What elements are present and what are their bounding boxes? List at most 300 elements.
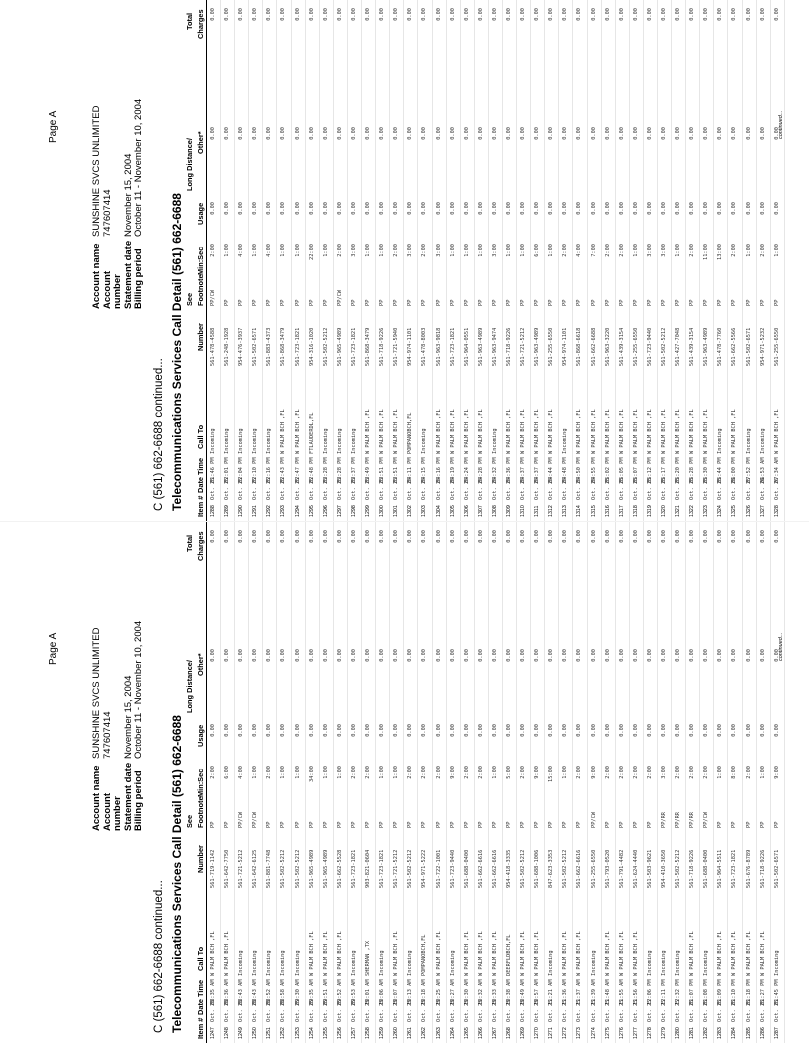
- total-charge: 0.00: [210, 8, 216, 21]
- table-row: [221, 522, 235, 1043]
- total-charge: 0.00: [646, 8, 653, 21]
- duration: 4:00: [576, 244, 583, 257]
- call-time: 05:17 PM: [661, 457, 667, 483]
- call-to: DEERFLDBCH,FL: [505, 934, 512, 976]
- col-date: Date: [196, 476, 205, 493]
- table-row: [743, 522, 757, 1043]
- long-distance-charge: 0.00: [646, 649, 653, 662]
- table-row: [348, 0, 362, 521]
- table-row: [545, 522, 559, 1043]
- call-to: W PALM BCH ,FL: [491, 931, 498, 976]
- table-row: [207, 522, 221, 1043]
- long-distance-charge: 0.00: [449, 127, 456, 140]
- total-charge: 0.00: [280, 8, 287, 21]
- account-info: [92, 621, 145, 831]
- long-distance-charge: 0.00: [435, 127, 442, 140]
- item-number: 1300: [379, 505, 386, 517]
- table-row: [672, 0, 686, 521]
- call-to: W PALM BCH ,FL: [689, 409, 696, 454]
- duration: 2:00: [336, 244, 343, 257]
- call-time: 03:37 PM: [350, 457, 357, 483]
- usage-charge: 0.00: [280, 724, 287, 737]
- usage-charge: 0.00: [548, 202, 555, 215]
- total-charge: 0.00: [661, 8, 667, 21]
- duration: 6:00: [224, 766, 231, 779]
- call-date: Oct. 25: [350, 477, 357, 500]
- usage-charge: 0.00: [421, 202, 428, 215]
- call-date: Oct. 25: [745, 999, 752, 1022]
- total-charge: 0.00: [336, 8, 343, 21]
- footnote-code: PP: [238, 299, 245, 306]
- long-distance-charge: 0.00: [548, 127, 555, 140]
- call-date: Oct. 25: [675, 477, 682, 500]
- call-to: Incoming: [266, 950, 273, 976]
- duration: 1:00: [252, 244, 259, 257]
- footnote-code: PP: [224, 821, 231, 828]
- call-time: 02:47 PM: [294, 457, 301, 483]
- item-number: 1311: [534, 505, 541, 517]
- table-row: [602, 522, 616, 1043]
- table-row: [447, 0, 461, 521]
- duration: 1:00: [675, 244, 682, 257]
- item-number: 1308: [491, 505, 498, 517]
- duration: 1:00: [491, 766, 498, 779]
- footnote-code: PP: [717, 821, 724, 828]
- phone-number: 561-662-6616: [477, 849, 484, 888]
- total-charge: 0.00: [745, 530, 752, 543]
- call-date: Oct. 25: [548, 999, 555, 1022]
- duration: 2:00: [407, 766, 414, 779]
- call-time: 10:01 AM: [365, 979, 372, 1005]
- phone-number: 561-502-5212: [322, 327, 329, 366]
- call-to: Incoming: [252, 428, 259, 454]
- phone-number: 561-688-0400: [463, 849, 470, 888]
- phone-number: 903-821-0604: [365, 849, 372, 888]
- footnote-code: PP: [336, 821, 343, 828]
- statement-page-right: [0, 0, 809, 521]
- call-date: Oct. 25: [308, 477, 315, 500]
- phone-number: 561-793-0520: [604, 849, 611, 888]
- long-distance-charge: 0.00: [407, 127, 414, 140]
- duration: 1:00: [379, 244, 386, 257]
- table-row: [433, 522, 447, 1043]
- call-to: Incoming: [336, 428, 343, 454]
- footnote-code: PP: [576, 821, 583, 828]
- call-to: W PALM BCH ,FL: [534, 931, 541, 976]
- call-time: 04:50 PM: [576, 457, 583, 483]
- long-distance-charge: 0.00: [520, 649, 527, 662]
- item-number: 1264: [449, 1027, 456, 1039]
- col-call-to: Call To: [196, 424, 205, 449]
- call-time: 04:32 PM: [491, 457, 498, 483]
- continued-note: continued...: [778, 632, 784, 661]
- footnote-code: PP: [463, 821, 470, 828]
- usage-charge: 0.00: [322, 202, 329, 215]
- table-row: [376, 522, 390, 1043]
- call-date: Oct. 25: [294, 477, 301, 500]
- item-number: 1266: [477, 1027, 484, 1039]
- item-number: 1301: [393, 505, 400, 517]
- call-date: Oct. 25: [689, 999, 696, 1022]
- call-time: 05:02 PM: [604, 457, 611, 483]
- long-distance-charge: 0.00: [759, 649, 766, 662]
- long-distance-charge: 0.00: [731, 127, 738, 140]
- call-to: W PALM BCH ,FL: [745, 931, 752, 976]
- usage-charge: 0.00: [675, 724, 682, 737]
- call-date: Oct. 25: [280, 477, 287, 500]
- long-distance-charge: 0.00: [238, 127, 245, 140]
- item-number: 1265: [463, 1027, 470, 1039]
- call-time: 02:16 PM: [266, 457, 273, 483]
- call-date: Oct. 25: [224, 477, 231, 500]
- call-date: Oct. 25: [491, 477, 498, 500]
- usage-charge: 0.00: [548, 724, 555, 737]
- table-row: [588, 522, 602, 1043]
- duration: 9:00: [534, 766, 541, 779]
- call-date: Oct. 25: [548, 477, 555, 500]
- call-to: Incoming: [322, 428, 329, 454]
- duration: 1:00: [548, 244, 555, 257]
- call-to: Incoming: [590, 950, 597, 976]
- long-distance-charge: 0.00: [224, 127, 231, 140]
- phone-number: 561-502-5212: [280, 849, 287, 888]
- call-date: Oct. 25: [618, 999, 625, 1022]
- call-time: 06:53 AM: [759, 457, 766, 483]
- table-row: [757, 522, 771, 1043]
- duration: 1:00: [379, 766, 386, 779]
- call-time: 04:11 PM: [407, 457, 414, 483]
- duration: 6:00: [534, 244, 541, 257]
- call-to: W PALM BCH ,FL: [534, 409, 541, 454]
- duration: 1:00: [322, 244, 329, 257]
- duration: 2:00: [646, 766, 653, 779]
- footnote-code: PP: [350, 299, 357, 306]
- table-row: [714, 522, 728, 1043]
- usage-charge: 0.00: [294, 724, 301, 737]
- call-time: 03:51 PM: [379, 457, 386, 483]
- total-charge: 0.00: [590, 8, 597, 21]
- footnote-code: PP: [548, 821, 555, 828]
- total-charge: 0.00: [365, 530, 372, 543]
- item-number: 1296: [322, 505, 329, 517]
- account-number: 747607414: [101, 189, 113, 237]
- footnote-code: PP: [449, 821, 456, 828]
- call-time: 10:49 AM: [520, 979, 527, 1005]
- item-number: 1315: [590, 505, 597, 517]
- call-to: W PALM BCH ,FL: [618, 931, 625, 976]
- phone-number: 954-476-3937: [238, 327, 245, 366]
- duration: 5:00: [505, 766, 512, 779]
- table-row: [743, 0, 757, 521]
- call-date: Oct. 25: [604, 477, 611, 500]
- call-to: W PALM BCH ,FL: [618, 409, 625, 454]
- call-to: W PALM BCH ,FL: [759, 931, 766, 976]
- duration: 1:00: [252, 766, 259, 779]
- duration: 2:00: [393, 244, 400, 257]
- long-distance-charge: 0.00: [576, 649, 583, 662]
- table-header: [184, 522, 207, 1043]
- phone-number: 561-502-5212: [661, 327, 667, 366]
- total-charge: 0.00: [632, 530, 639, 543]
- call-time: 09:52 AM: [336, 979, 343, 1005]
- duration: 2:00: [365, 766, 372, 779]
- long-distance-charge: 0.00: [745, 127, 752, 140]
- footnote-code: PP: [759, 821, 766, 828]
- duration: 9:00: [590, 766, 597, 779]
- call-date: Oct. 25: [703, 477, 710, 500]
- statement-date: November 15, 2004: [122, 153, 134, 237]
- item-number: 1256: [336, 1027, 343, 1039]
- usage-charge: 0.00: [562, 724, 569, 737]
- total-charge: 0.00: [731, 8, 738, 21]
- duration: 2:00: [731, 244, 738, 257]
- call-time: 04:55 PM: [590, 457, 597, 483]
- table-row: [447, 522, 461, 1043]
- usage-charge: 0.00: [576, 202, 583, 215]
- footnote-code: PP: [294, 299, 301, 306]
- duration: 1:00: [365, 244, 372, 257]
- usage-charge: 0.00: [576, 724, 583, 737]
- phone-number: 561-478-7760: [717, 327, 724, 366]
- call-time: 12:11 PM: [661, 979, 667, 1005]
- duration: 2:00: [618, 766, 625, 779]
- duration: 15:00: [548, 766, 555, 782]
- usage-charge: 0.00: [731, 202, 738, 215]
- footnote-code: PP: [534, 821, 541, 828]
- phone-number: 561-723-9440: [449, 849, 456, 888]
- footnote-code: PP: [308, 299, 315, 306]
- call-date: Oct. 25: [590, 477, 597, 500]
- item-number: 1307: [477, 505, 484, 517]
- call-time: 01:10 PM: [731, 979, 738, 1005]
- table-row: [334, 0, 348, 521]
- duration: 3:00: [661, 244, 667, 257]
- long-distance-charge: 0.00: [618, 127, 625, 140]
- table-row: [390, 522, 404, 1043]
- account-name-label: Account name: [91, 243, 102, 309]
- call-to: W PALM BCH ,FL: [379, 409, 386, 454]
- footnote-code: PP/CW: [252, 812, 259, 828]
- call-date: Oct. 25: [717, 477, 724, 500]
- long-distance-charge: 0.00: [294, 649, 301, 662]
- total-charge: 0.00: [393, 8, 400, 21]
- footnote-code: PP: [618, 299, 625, 306]
- duration: 2:00: [562, 244, 569, 257]
- usage-charge: 0.00: [435, 202, 442, 215]
- call-time: 11:37 AM: [576, 979, 583, 1005]
- call-to: FTLAUDERDL,FL: [308, 412, 315, 454]
- table-row: [573, 522, 587, 1043]
- duration: 2:00: [618, 244, 625, 257]
- call-to: Incoming: [449, 950, 456, 976]
- call-date: Oct. 25: [632, 999, 639, 1022]
- usage-charge: 0.00: [463, 202, 470, 215]
- item-number: 1285: [745, 1027, 752, 1039]
- phone-number: 954-971-5232: [759, 327, 766, 366]
- phone-number: 561-883-4373: [266, 327, 273, 366]
- usage-charge: 0.00: [505, 202, 512, 215]
- footnote-code: PP: [365, 299, 372, 306]
- item-number: 1272: [562, 1027, 569, 1039]
- usage-charge: 0.00: [477, 202, 484, 215]
- section-title: Telecommunications Services Call Detail (561) 662-6688: [170, 715, 184, 1033]
- table-row: [475, 0, 489, 521]
- call-to: W PALM BCH ,FL: [322, 931, 329, 976]
- total-charge: 0.00: [576, 8, 583, 21]
- phone-number: 561-791-4482: [618, 849, 625, 888]
- total-charge: 0.00: [308, 530, 315, 543]
- total-charge: 0.00: [407, 530, 414, 543]
- call-date: Oct. 25: [435, 477, 442, 500]
- long-distance-charge: 0.00: [773, 127, 780, 140]
- footnote-code: PP: [379, 821, 386, 828]
- call-time: 04:16 PM: [435, 457, 442, 483]
- call-to: W PALM BCH ,FL: [393, 409, 400, 454]
- call-to: W PALM BCH ,FL: [632, 409, 639, 454]
- phone-number: 561-721-5212: [520, 327, 527, 366]
- total-charge: 0.00: [505, 530, 512, 543]
- long-distance-charge: 0.00: [632, 649, 639, 662]
- call-date: Oct. 25: [435, 999, 442, 1022]
- footnote-code: PP: [675, 299, 682, 306]
- call-to: W PALM BCH ,FL: [520, 931, 527, 976]
- item-number: 1317: [618, 505, 625, 517]
- call-to: Incoming: [675, 950, 682, 976]
- call-date: Oct. 25: [773, 999, 780, 1022]
- call-to: W PALM BCH ,FL: [717, 931, 724, 976]
- item-number: 1313: [562, 505, 569, 517]
- phone-number: 561-721-5212: [238, 849, 245, 888]
- total-charge: 0.00: [618, 8, 625, 21]
- col-ld-2: Other*: [196, 131, 205, 154]
- col-footnote: Footnote: [196, 274, 205, 306]
- call-date: Oct. 25: [336, 999, 343, 1022]
- call-time: 05:20 PM: [675, 457, 682, 483]
- footnote-code: PP: [435, 299, 442, 306]
- table-row: [404, 0, 418, 521]
- footnote-code: PP/CW: [336, 290, 343, 306]
- call-date: Oct. 25: [365, 477, 372, 500]
- section-subheading: C (561) 662-6688 continued...: [153, 358, 165, 511]
- phone-number: 561-248-1928: [224, 327, 231, 366]
- item-number: 1249: [238, 1027, 245, 1039]
- call-time: 05:05 PM: [618, 457, 625, 483]
- call-time: 11:21 AM: [548, 979, 555, 1005]
- total-charge: 0.00: [562, 530, 569, 543]
- call-time: 04:28 PM: [477, 457, 484, 483]
- duration: 34:00: [308, 766, 315, 782]
- table-row: [630, 0, 644, 521]
- usage-charge: 0.00: [534, 724, 541, 737]
- table-row: [404, 522, 418, 1043]
- phone-number: 561-723-9440: [646, 327, 653, 366]
- call-time: 02:48 PM: [308, 457, 315, 483]
- total-charge: 0.00: [646, 530, 653, 543]
- table-row: [334, 522, 348, 1043]
- footnote-code: PP: [280, 821, 287, 828]
- call-to: W PALM BCH ,FL: [632, 931, 639, 976]
- call-date: Oct. 25: [505, 999, 512, 1022]
- table-row: [249, 522, 263, 1043]
- table-row: [306, 522, 320, 1043]
- phone-number: 561-688-0400: [703, 849, 710, 888]
- duration: 9:00: [449, 766, 456, 779]
- table-row: [249, 0, 263, 521]
- table-row: [320, 0, 334, 521]
- call-to: W PALM BCH ,FL: [576, 409, 583, 454]
- usage-charge: 0.00: [365, 724, 372, 737]
- phone-number: 954-971-5222: [421, 849, 428, 888]
- call-date: Oct. 25: [491, 999, 498, 1022]
- footnote-code: PP: [773, 821, 780, 828]
- item-number: 1262: [421, 1027, 428, 1039]
- long-distance-charge: 0.00: [336, 127, 343, 140]
- call-date: Oct. 25: [407, 477, 414, 500]
- table-row: [475, 522, 489, 1043]
- table-row: [292, 522, 306, 1043]
- usage-charge: 0.00: [238, 724, 245, 737]
- long-distance-charge: 0.00: [717, 649, 724, 662]
- call-date: Oct. 25: [534, 477, 541, 500]
- duration: 4:00: [238, 766, 245, 779]
- phone-number: 847-623-3353: [548, 849, 555, 888]
- account-number: 747607414: [101, 711, 113, 759]
- item-number: 1247: [210, 1027, 216, 1039]
- phone-number: 561-881-7748: [266, 849, 273, 888]
- usage-charge: 0.00: [520, 202, 527, 215]
- col-time: Time: [196, 979, 205, 997]
- total-charge: 0.00: [548, 530, 555, 543]
- usage-charge: 0.00: [590, 202, 597, 215]
- call-date: Oct. 25: [477, 999, 484, 1022]
- footnote-code: PP: [632, 821, 639, 828]
- col-item: Item #: [196, 495, 205, 517]
- table-row: [418, 522, 432, 1043]
- total-charge: 0.00: [717, 530, 724, 543]
- phone-number: 561-662-6616: [491, 849, 498, 888]
- call-time: 01:46 PM: [210, 457, 216, 483]
- footnote-code: PP/RR: [689, 812, 696, 828]
- duration: 22:00: [308, 244, 315, 260]
- long-distance-charge: 0.00: [505, 127, 512, 140]
- call-date: Oct. 25: [661, 477, 667, 500]
- duration: 1:00: [562, 766, 569, 779]
- call-to: W PALM BCH ,FL: [463, 409, 470, 454]
- item-number: 1253: [294, 1027, 301, 1039]
- call-time: 01:18 PM: [745, 979, 752, 1005]
- usage-charge: 0.00: [562, 202, 569, 215]
- call-time: 01:09 PM: [717, 979, 724, 1005]
- duration: 2:00: [421, 244, 428, 257]
- call-to: POMPANOBCH,FL: [421, 934, 428, 976]
- usage-charge: 0.00: [322, 724, 329, 737]
- table-row: [277, 522, 291, 1043]
- call-date: Oct. 25: [322, 999, 329, 1022]
- duration: 2:00: [435, 766, 442, 779]
- call-to: W PALM BCH ,FL: [463, 931, 470, 976]
- table-row: [771, 522, 785, 1043]
- call-time: 01:07 PM: [689, 979, 696, 1005]
- billing-period: October 11 - November 10, 2004: [133, 620, 144, 759]
- total-charge: 0.00: [618, 530, 625, 543]
- call-to: W PALM BCH ,FL: [604, 931, 611, 976]
- phone-number: 561-963-3220: [604, 327, 611, 366]
- call-to: Incoming: [661, 950, 667, 976]
- call-date: Oct. 25: [210, 999, 216, 1022]
- phone-number: 561-718-9226: [379, 327, 386, 366]
- col-number: Number: [196, 323, 205, 351]
- call-time: 04:48 PM: [562, 457, 569, 483]
